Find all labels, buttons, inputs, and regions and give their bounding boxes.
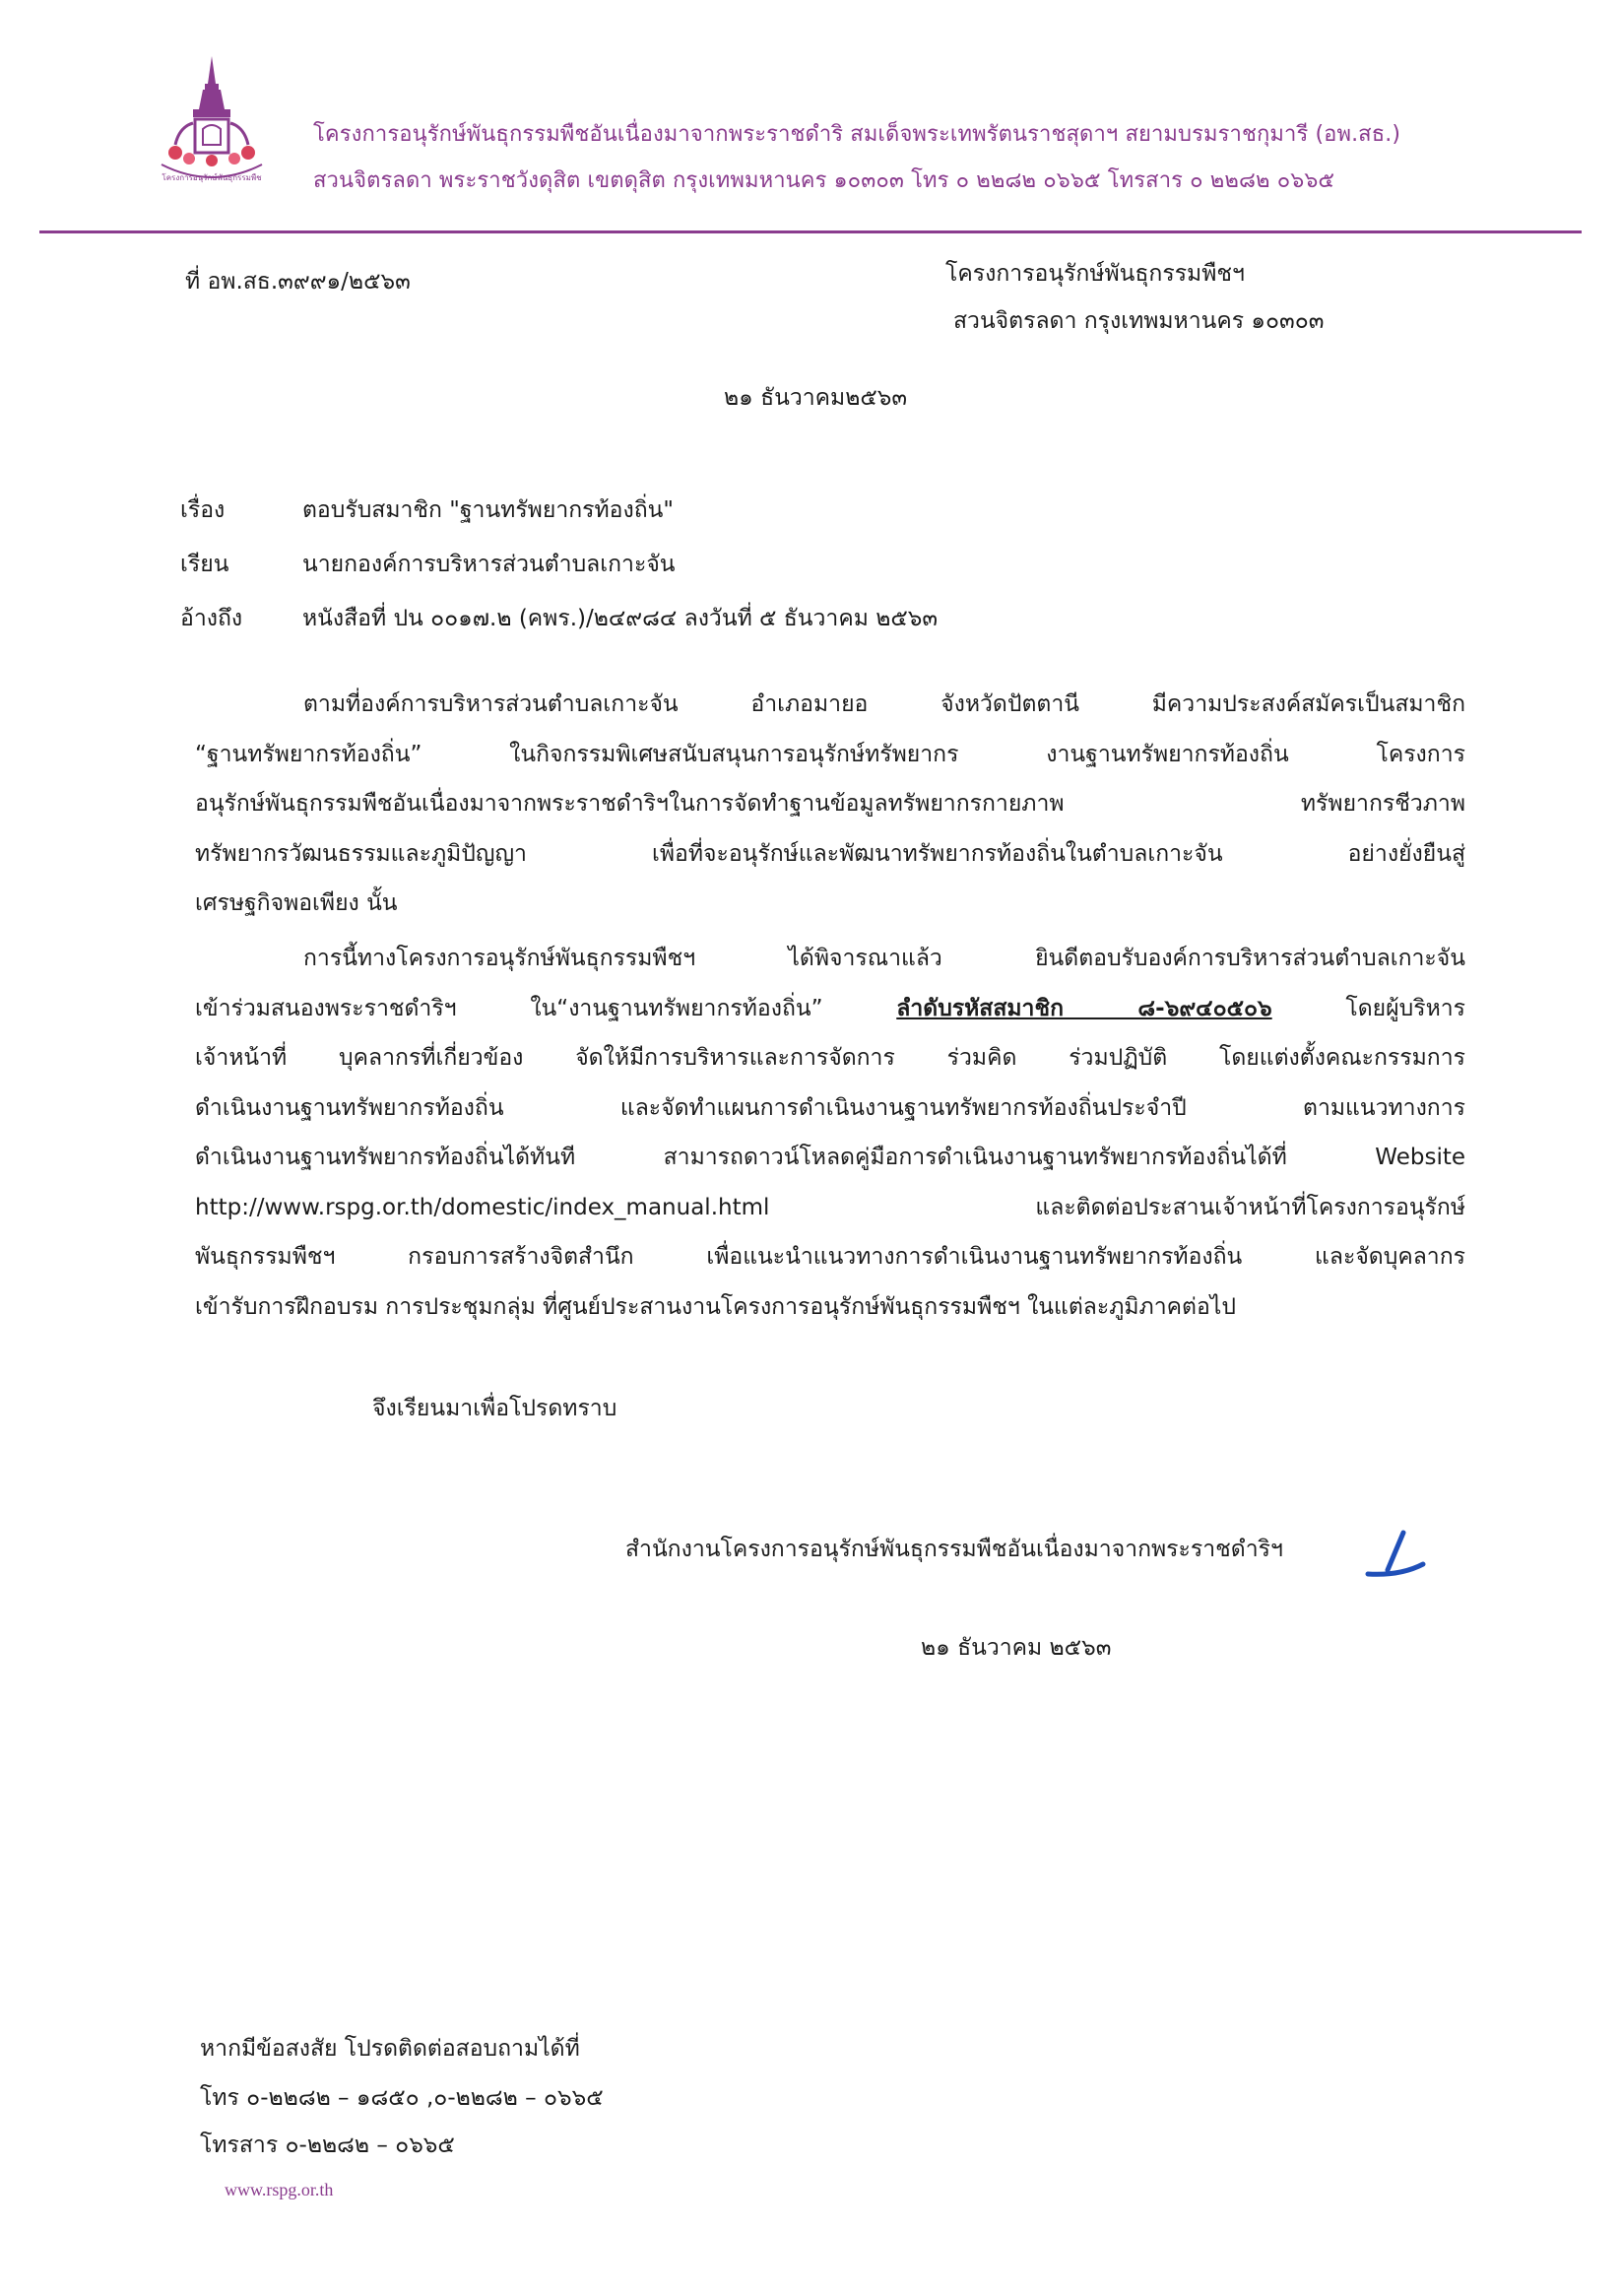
reference-label: อ้างถึง xyxy=(180,606,243,631)
subject-label: เรื่อง xyxy=(180,497,226,523)
contact-fax: โทรสาร ๐-๒๒๘๒ – ๐๖๖๕ xyxy=(200,2132,455,2158)
paragraph-line-member xyxy=(195,984,1465,1034)
paragraph-line: อนุรักษ์พันธุกรรมพืชอันเนื่องมาจากพระราชดำริฯในการจัดทำฐานข้อมูลทรัพยากรกายภาพ ทรัพยากรชีวภาพ xyxy=(195,791,1465,817)
paragraph-2 xyxy=(195,934,1465,1332)
rspg-crown-logo-icon xyxy=(148,54,276,187)
letterhead-line-1: โครงการอนุรักษ์พันธุกรรมพืชอันเนื่องมาจากพระราชดำริ สมเด็จพระเทพรัตนราชสุดาฯ สยามบรมราชกุมารี (อพ.สธ.) xyxy=(313,122,1401,147)
paragraph-line: “ฐานทรัพยากรท้องถิ่น” ในกิจกรรมพิเศษสนับสนุนการอนุรักษ์ทรัพยากร งานฐานทรัพยากรท้องถิ่น โครงการ xyxy=(195,741,1465,767)
website-link[interactable]: www.rspg.or.th xyxy=(225,2180,334,2199)
recipient-text: นายกองค์การบริหารส่วนตำบลเกาะจัน xyxy=(302,552,676,577)
letterhead-divider xyxy=(39,230,1582,233)
contact-phone: โทร ๐-๒๒๘๒ – ๑๘๕๐ ,๐-๒๒๘๒ – ๐๖๖๕ xyxy=(200,2085,604,2111)
reference-number: ที่ อพ.สธ.๓๙๙๑/๒๕๖๓ xyxy=(185,269,411,295)
paragraph-line: ดำเนินงานฐานทรัพยากรท้องถิ่น และจัดทำแผนการดำเนินงานฐานทรัพยากรท้องถิ่นประจำปี ตามแนวทางการ xyxy=(195,1094,1465,1121)
contact-intro: หากมีข้อสงสัย โปรดติดต่อสอบถามได้ที่ xyxy=(200,2036,580,2062)
letterhead-line-2: สวนจิตรลดา พระราชวังดุสิต เขตดุสิต กรุงเทพมหานคร ๑๐๓๐๓ โทร ๐ ๒๒๘๒ ๐๖๖๕ โทรสาร ๐ ๒๒๘๒ ๐๖๖๕ xyxy=(313,168,1335,193)
participation-text-end: โดยผู้บริหาร xyxy=(1271,995,1466,1021)
participation-text: เข้าร่วมสนองพระราชดำริฯ ใน“งานฐานทรัพยากรท้องถิ่น” xyxy=(195,995,897,1021)
paragraph-1 xyxy=(195,680,1465,929)
paragraph-line: เข้ารับการฝึกอบรม การประชุมกลุ่ม ที่ศูนย์ประสานงานโครงการอนุรักษ์พันธุกรรมพืชฯ ในแต่ละภูมิภาคต่อไป xyxy=(195,1293,1236,1320)
paragraph-line: พันธุกรรมพืชฯ กรอบการสร้างจิตสำนึก เพื่อแนะนำแนวทางการดำเนินงานฐานทรัพยากรท้องถิ่น และจัดบุคลากร xyxy=(195,1244,1465,1270)
sender-address: สวนจิตรลดา กรุงเทพมหานคร ๑๐๓๐๓ xyxy=(953,308,1325,334)
paragraph-line: เศรษฐกิจพอเพียง นั้น xyxy=(195,890,398,916)
paragraph-line: ตามที่องค์การบริหารส่วนตำบลเกาะจัน อำเภอมายอ จังหวัดปัตตานี มีความประสงค์สมัครเป็นสมาชิก xyxy=(303,691,1465,717)
sender-name: โครงการอนุรักษ์พันธุกรรมพืชฯ xyxy=(945,261,1245,287)
closing-line: จึงเรียนมาเพื่อโปรดทราบ xyxy=(372,1396,617,1421)
manual-url-line: http://www.rspg.or.th/domestic/index_manual.html และติดต่อประสานเจ้าหน้าที่โครงการอนุรักษ์ xyxy=(195,1194,1465,1220)
letter-date: ๒๑ ธันวาคม๒๕๖๓ xyxy=(724,385,908,411)
signature-mark xyxy=(1346,1525,1445,1594)
reference-text: หนังสือที่ ปน ๐๐๑๗.๒ (คพร.)/๒๔๙๘๔ ลงวันที่ ๕ ธันวาคม ๒๕๖๓ xyxy=(302,606,939,631)
paragraph-line: เจ้าหน้าที่ บุคลากรที่เกี่ยวข้อง จัดให้มีการบริหารและการจัดการ ร่วมคิด ร่วมปฏิบัติ โดยแต่งตั้งคณะกรรมการ xyxy=(195,1045,1465,1071)
member-code: ลำดับรหัสสมาชิก ๘-๖๙๔๐๕๐๖ xyxy=(896,995,1272,1021)
paragraph-line: ทรัพยากรวัฒนธรรมและภูมิปัญญา เพื่อที่จะอนุรักษ์และพัฒนาทรัพยากรท้องถิ่นในตำบลเกาะจัน อย่างยั่งยืนสู่ xyxy=(195,840,1465,867)
paragraph-line: การนี้ทางโครงการอนุรักษ์พันธุกรรมพืชฯ ได้พิจารณาแล้ว ยินดีตอบรับองค์การบริหารส่วนตำบลเกาะจัน xyxy=(303,946,1465,971)
paragraph-line: ดำเนินงานฐานทรัพยากรท้องถิ่นได้ทันที สามารถดาวน์โหลดคู่มือการดำเนินงานฐานทรัพยากรท้องถิ่นได้ที่ Website xyxy=(195,1145,1465,1170)
subject-text: ตอบรับสมาชิก "ฐานทรัพยากรท้องถิ่น" xyxy=(302,497,674,523)
signoff-date: ๒๑ ธันวาคม ๒๕๖๓ xyxy=(921,1635,1112,1661)
logo-text: โครงการอนุรักษ์พันธุกรรมพืช xyxy=(162,173,262,182)
recipient-label: เรียน xyxy=(180,552,229,577)
issuing-office: สำนักงานโครงการอนุรักษ์พันธุกรรมพืชอันเนื่องมาจากพระราชดำริฯ xyxy=(625,1537,1283,1562)
